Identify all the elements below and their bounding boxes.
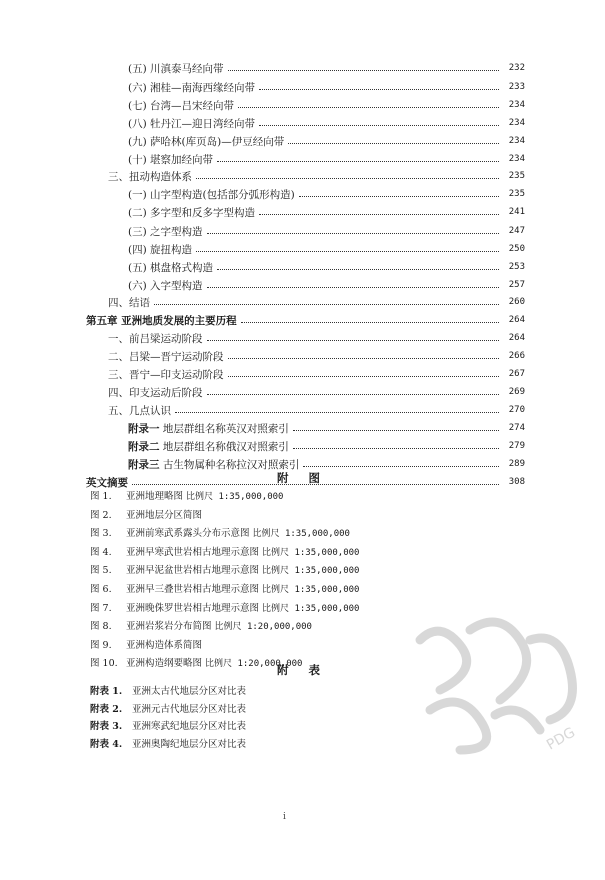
- toc-entry: [128, 223, 525, 239]
- figure-scale: 比例尺 1:35,000,000: [186, 492, 284, 502]
- toc-entry-label: 四、印支运动后阶段: [108, 386, 203, 399]
- figure-entry: [90, 637, 202, 653]
- toc-entry-label: 三、扭动构造体系: [108, 170, 192, 183]
- toc-entry-page: 232: [508, 63, 525, 73]
- tables-heading: 附 表: [276, 663, 328, 677]
- toc-entry: [128, 186, 525, 202]
- figure-scale: 比例尺 1:20,000,000: [205, 659, 303, 670]
- figure-scale: 比例尺 1:20,000,000: [214, 622, 312, 633]
- toc-entry: [128, 60, 525, 76]
- toc-entry-page: 234: [508, 154, 525, 164]
- figure-entry: [90, 525, 350, 541]
- figure-scale: 比例尺 1:35,000,000: [262, 566, 360, 577]
- toc-entry: [128, 259, 525, 275]
- toc-entry: [128, 151, 525, 167]
- figure-scale: 比例尺 1:35,000,000: [262, 547, 360, 558]
- toc-entry-label: 附录二 地层群组名称俄汉对照索引: [128, 440, 289, 453]
- toc-entry-label: (二) 多字型和反多字型构造: [128, 206, 256, 219]
- leader-dots: [154, 304, 499, 305]
- toc-entry: [128, 115, 525, 131]
- toc-entry-page: 253: [508, 262, 525, 272]
- figure-title: 亚洲构造纲要略图: [126, 658, 206, 670]
- figure-title: 亚洲前寒武系露头分布示意图: [126, 528, 253, 540]
- toc-entry: [108, 168, 525, 184]
- leader-dots: [228, 70, 499, 71]
- toc-entry: [128, 438, 525, 454]
- figure-number: 图 1.: [90, 491, 112, 502]
- toc-entry-page: 234: [508, 118, 525, 128]
- toc-entry: [128, 277, 525, 293]
- figure-entry: [90, 618, 312, 634]
- toc-entry-label: (五) 川滇泰马经向带: [128, 62, 224, 75]
- figure-number: 图 9.: [90, 639, 112, 651]
- table-entry: [90, 736, 246, 752]
- toc-entry-label: 四、结语: [108, 296, 150, 309]
- toc-entry-label: (六) 湘桂—南海西缘经向带: [128, 81, 256, 94]
- toc-entry: [128, 97, 525, 113]
- toc-entry: [108, 402, 525, 418]
- figure-number: 图 6.: [90, 584, 112, 595]
- watermark-text: PDG: [544, 724, 579, 754]
- figure-scale: 比例尺 1:35,000,000: [262, 585, 360, 595]
- leader-dots: [299, 196, 499, 197]
- toc-entry: [108, 294, 525, 310]
- toc-entry-label: (六) 入字型构造: [128, 279, 203, 292]
- leader-dots: [288, 143, 499, 144]
- figure-scale: 比例尺 1:35,000,000: [262, 603, 360, 614]
- table-number: 附表 4.: [90, 738, 123, 750]
- toc-entry-page: 247: [508, 226, 525, 236]
- library-seal-icon: [400, 600, 590, 760]
- figure-number: 图 4.: [90, 546, 112, 558]
- leader-dots: [207, 340, 500, 341]
- leader-dots: [196, 251, 499, 252]
- figure-number: 图 10.: [90, 658, 118, 670]
- figure-number: 图 5.: [90, 565, 112, 577]
- figure-title: 亚洲地理略图: [126, 491, 187, 502]
- leader-dots: [259, 89, 499, 90]
- toc-entry: [128, 241, 525, 257]
- toc-entry-label: 附录一 地层群组名称英汉对照索引: [128, 422, 289, 435]
- leader-dots: [207, 233, 499, 234]
- toc-entry: [86, 312, 525, 328]
- table-number: 附表 1.: [90, 686, 123, 697]
- figure-title: 亚洲地层分区简图: [126, 509, 203, 521]
- toc-entry-label: (九) 萨哈林(库页岛)—伊豆经向带: [128, 135, 285, 148]
- leader-dots: [207, 287, 499, 288]
- figure-entry: [90, 507, 202, 523]
- leader-dots: [238, 107, 499, 108]
- leader-dots: [217, 269, 499, 270]
- toc-entry-label: 附录三 古生物属种名称拉汉对照索引: [128, 458, 300, 471]
- toc-entry-label: (三) 之字型构造: [128, 225, 203, 238]
- figure-title: 亚洲早泥盆世岩相古地理示意图: [126, 565, 263, 577]
- toc-entry-label: 英文摘要: [86, 476, 128, 489]
- toc-entry-page: 235: [508, 171, 525, 181]
- figure-entry: [90, 544, 359, 560]
- toc-entry-label: (七) 台湾—吕宋经向带: [128, 99, 235, 112]
- page-mark: i: [283, 812, 286, 822]
- table-number: 附表 2.: [90, 703, 123, 715]
- figure-title: 亚洲构造体系简图: [126, 639, 203, 651]
- figure-number: 图 8.: [90, 621, 112, 633]
- toc-entry: [108, 348, 525, 364]
- figure-entry: [90, 581, 359, 597]
- toc-entry-label: (四) 旋扭构造: [128, 243, 193, 256]
- leader-dots: [293, 430, 499, 431]
- toc-entry-label: (八) 牡丹江—迎日湾经向带: [128, 117, 256, 130]
- figure-number: 图 3.: [90, 528, 112, 540]
- toc-entry-page: 269: [508, 387, 525, 397]
- toc-entry-label: 二、吕梁—晋宁运动阶段: [108, 350, 224, 363]
- toc-entry: [108, 384, 525, 400]
- toc-entry-label: (十) 堪察加经向带: [128, 153, 214, 166]
- figure-title: 亚洲早三叠世岩相古地理示意图: [126, 584, 263, 595]
- toc-entry-page: 260: [508, 297, 525, 307]
- table-entry: [90, 718, 246, 734]
- toc-entry-page: 233: [508, 82, 525, 92]
- leader-dots: [175, 412, 499, 413]
- leader-dots: [259, 125, 499, 126]
- table-number: 附表 3.: [90, 721, 123, 732]
- figure-number: 图 7.: [90, 602, 112, 614]
- toc-entry-page: 234: [508, 136, 525, 146]
- toc-entry-page: 279: [508, 441, 525, 451]
- leader-dots: [196, 178, 499, 179]
- toc-entry-label: (一) 山字型构造(包括部分弧形构造): [128, 188, 295, 201]
- toc-entry-page: 270: [508, 405, 525, 415]
- table-entry: [90, 683, 246, 699]
- table-entry: [90, 701, 246, 717]
- leader-dots: [293, 448, 499, 449]
- toc-entry: [128, 420, 525, 436]
- leader-dots: [228, 376, 500, 377]
- toc-entry: [128, 204, 525, 220]
- toc-entry-label: 三、晋宁—印支运动阶段: [108, 368, 224, 381]
- table-title: 亚洲太古代地层分区对比表: [132, 686, 247, 697]
- toc-entry-page: 308: [508, 477, 525, 487]
- toc-entry: [108, 330, 525, 346]
- toc-entry-page: 266: [508, 351, 525, 361]
- leader-dots: [259, 214, 499, 215]
- toc-entry-page: 241: [508, 207, 525, 217]
- toc-entry-page: 264: [508, 315, 525, 325]
- figure-title: 亚洲岩浆岩分布简图: [126, 621, 215, 633]
- figure-entry: [90, 600, 359, 616]
- toc-entry-page: 235: [508, 189, 525, 199]
- toc-entry-page: 250: [508, 244, 525, 254]
- figure-title: 亚洲早寒武世岩相古地理示意图: [126, 546, 263, 558]
- toc-entry: [128, 133, 525, 149]
- toc-entry-label: 五、几点认识: [108, 404, 171, 417]
- toc-entry-page: 234: [508, 100, 525, 110]
- figure-entry: [90, 562, 359, 578]
- toc-entry: [128, 79, 525, 95]
- toc-entry: [108, 366, 525, 382]
- leader-dots: [303, 466, 499, 467]
- leader-dots: [207, 394, 500, 395]
- table-title: 亚洲寒武纪地层分区对比表: [132, 721, 247, 732]
- toc-entry-label: 第五章 亚洲地质发展的主要历程: [86, 314, 237, 327]
- toc-entry-label: (五) 棋盘格式构造: [128, 261, 214, 274]
- leader-dots: [217, 161, 499, 162]
- toc-entry-page: 274: [508, 423, 525, 433]
- figure-scale: 比例尺 1:35,000,000: [252, 529, 350, 540]
- leader-dots: [228, 358, 500, 359]
- toc-entry-page: 289: [508, 459, 525, 469]
- figure-title: 亚洲晚侏罗世岩相古地理示意图: [126, 602, 263, 614]
- toc-entry-page: 257: [508, 280, 525, 290]
- toc-entry-page: 264: [508, 333, 525, 343]
- figure-number: 图 2.: [90, 509, 112, 521]
- leader-dots: [241, 322, 499, 323]
- toc-entry-page: 267: [508, 369, 525, 379]
- table-title: 亚洲奥陶纪地层分区对比表: [132, 738, 247, 750]
- figure-entry: [90, 488, 283, 504]
- toc-entry-label: 一、前吕梁运动阶段: [108, 332, 203, 345]
- table-title: 亚洲元古代地层分区对比表: [132, 703, 247, 715]
- figures-heading: 附 图: [276, 471, 328, 485]
